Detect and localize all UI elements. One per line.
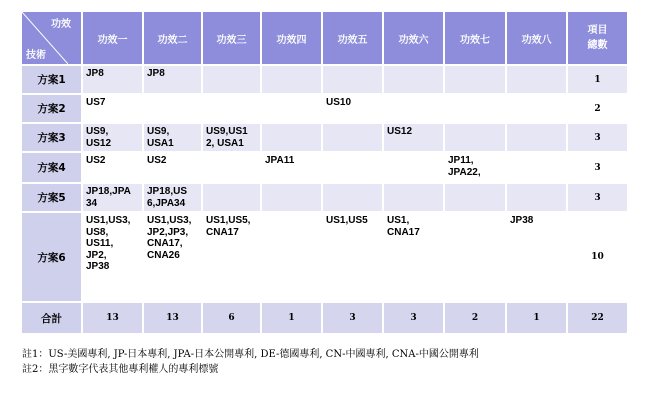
table-cell: US9, US12 (83, 124, 142, 151)
header-effect-3: 功效三 (203, 12, 260, 64)
table-cell: US9, USA1 (144, 124, 201, 151)
footnotes (22, 347, 479, 377)
table-cell (203, 184, 260, 211)
row-total: 2 (568, 95, 627, 122)
sum-value: 13 (144, 303, 201, 333)
header-total-line2: 總數 (587, 40, 608, 51)
sum-value: 3 (384, 303, 443, 333)
table-cell: US1,US3, US8, US11, JP2, JP38 (83, 213, 142, 301)
header-effect-8: 功效八 (507, 12, 566, 64)
sum-value: 2 (445, 303, 505, 333)
row-label: 方案1 (22, 66, 81, 93)
table-cell: US10 (323, 95, 382, 122)
table-cell: US1,US5 (323, 213, 382, 301)
row-total: 1 (568, 66, 627, 93)
header-total (568, 12, 627, 64)
table-cell (203, 153, 260, 182)
row-label: 方案2 (22, 95, 81, 122)
table-cell (507, 95, 566, 122)
corner-effect-label: 功效 (51, 19, 71, 30)
sum-row (22, 303, 627, 333)
header-effect-7: 功效七 (445, 12, 505, 64)
patent-matrix-table (20, 10, 629, 335)
header-effect-4: 功效四 (262, 12, 321, 64)
corner-tech-label: 技術 (26, 50, 46, 61)
row-total: 3 (568, 184, 627, 211)
table-cell (384, 153, 443, 182)
table-row (22, 124, 627, 151)
table-cell (262, 184, 321, 211)
header-effect-5: 功效五 (323, 12, 382, 64)
table-cell (445, 213, 505, 301)
sum-total: 22 (568, 303, 627, 333)
table-cell (262, 66, 321, 93)
sum-label: 合計 (22, 303, 81, 333)
table-cell: JP11, JPA22, (445, 153, 505, 182)
table-cell (384, 184, 443, 211)
table-cell: JP8 (144, 66, 201, 93)
row-label: 方案5 (22, 184, 81, 211)
table-cell: US1,US3, JP2,JP3, CNA17, CNA26 (144, 213, 201, 301)
header-effect-1: 功效一 (83, 12, 142, 64)
table-cell (384, 95, 443, 122)
sum-value: 13 (83, 303, 142, 333)
table-cell (445, 124, 505, 151)
table-cell: JP38 (507, 213, 566, 301)
table-cell (262, 124, 321, 151)
row-total: 3 (568, 124, 627, 151)
header-row (22, 12, 627, 64)
row-label: 方案6 (22, 213, 81, 301)
table-cell (203, 95, 260, 122)
table-cell: US1, CNA17 (384, 213, 443, 301)
table-cell: US2 (83, 153, 142, 182)
table-cell (323, 184, 382, 211)
table-cell: JP18,US 6,JPA34 (144, 184, 201, 211)
row-label: 方案4 (22, 153, 81, 182)
sum-value: 1 (262, 303, 321, 333)
table-cell: JP18,JPA 34 (83, 184, 142, 211)
table-cell (507, 66, 566, 93)
row-total: 3 (568, 153, 627, 182)
row-total: 10 (568, 213, 627, 301)
table-cell: US7 (83, 95, 142, 122)
table-cell: US1,US5, CNA17 (203, 213, 260, 301)
table-cell (507, 153, 566, 182)
row-label: 方案3 (22, 124, 81, 151)
table-row (22, 66, 627, 93)
table-cell (445, 66, 505, 93)
corner-header (22, 12, 81, 64)
table-cell (323, 153, 382, 182)
footnote-1: 註1：US-美國專利, JP-日本專利, JPA-日本公開專利, DE-德國專利, CN-中國專利, CNA-中國公開專利 (22, 349, 479, 360)
table-cell (323, 66, 382, 93)
table-cell (445, 184, 505, 211)
table-cell (262, 95, 321, 122)
table-cell: JPA11 (262, 153, 321, 182)
table-cell (323, 124, 382, 151)
table-row (22, 95, 627, 122)
sum-value: 6 (203, 303, 260, 333)
table-row (22, 184, 627, 211)
header-effect-2: 功效二 (144, 12, 201, 64)
table-cell (445, 95, 505, 122)
table-cell (262, 213, 321, 301)
table-cell (507, 124, 566, 151)
table-cell (507, 184, 566, 211)
footnote-2: 註2：黑字數字代表其他專利權人的專利標號 (22, 364, 219, 375)
sum-value: 3 (323, 303, 382, 333)
table-cell (384, 66, 443, 93)
table-cell: US2 (144, 153, 201, 182)
table-cell (144, 95, 201, 122)
table-row (22, 153, 627, 182)
table-cell: US12 (384, 124, 443, 151)
table-cell (203, 66, 260, 93)
table-cell: JP8 (83, 66, 142, 93)
table-row (22, 213, 627, 301)
header-effect-6: 功效六 (384, 12, 443, 64)
table-cell: US9,US1 2, USA1 (203, 124, 260, 151)
header-total-line1: 項目 (587, 25, 608, 36)
sum-value: 1 (507, 303, 566, 333)
